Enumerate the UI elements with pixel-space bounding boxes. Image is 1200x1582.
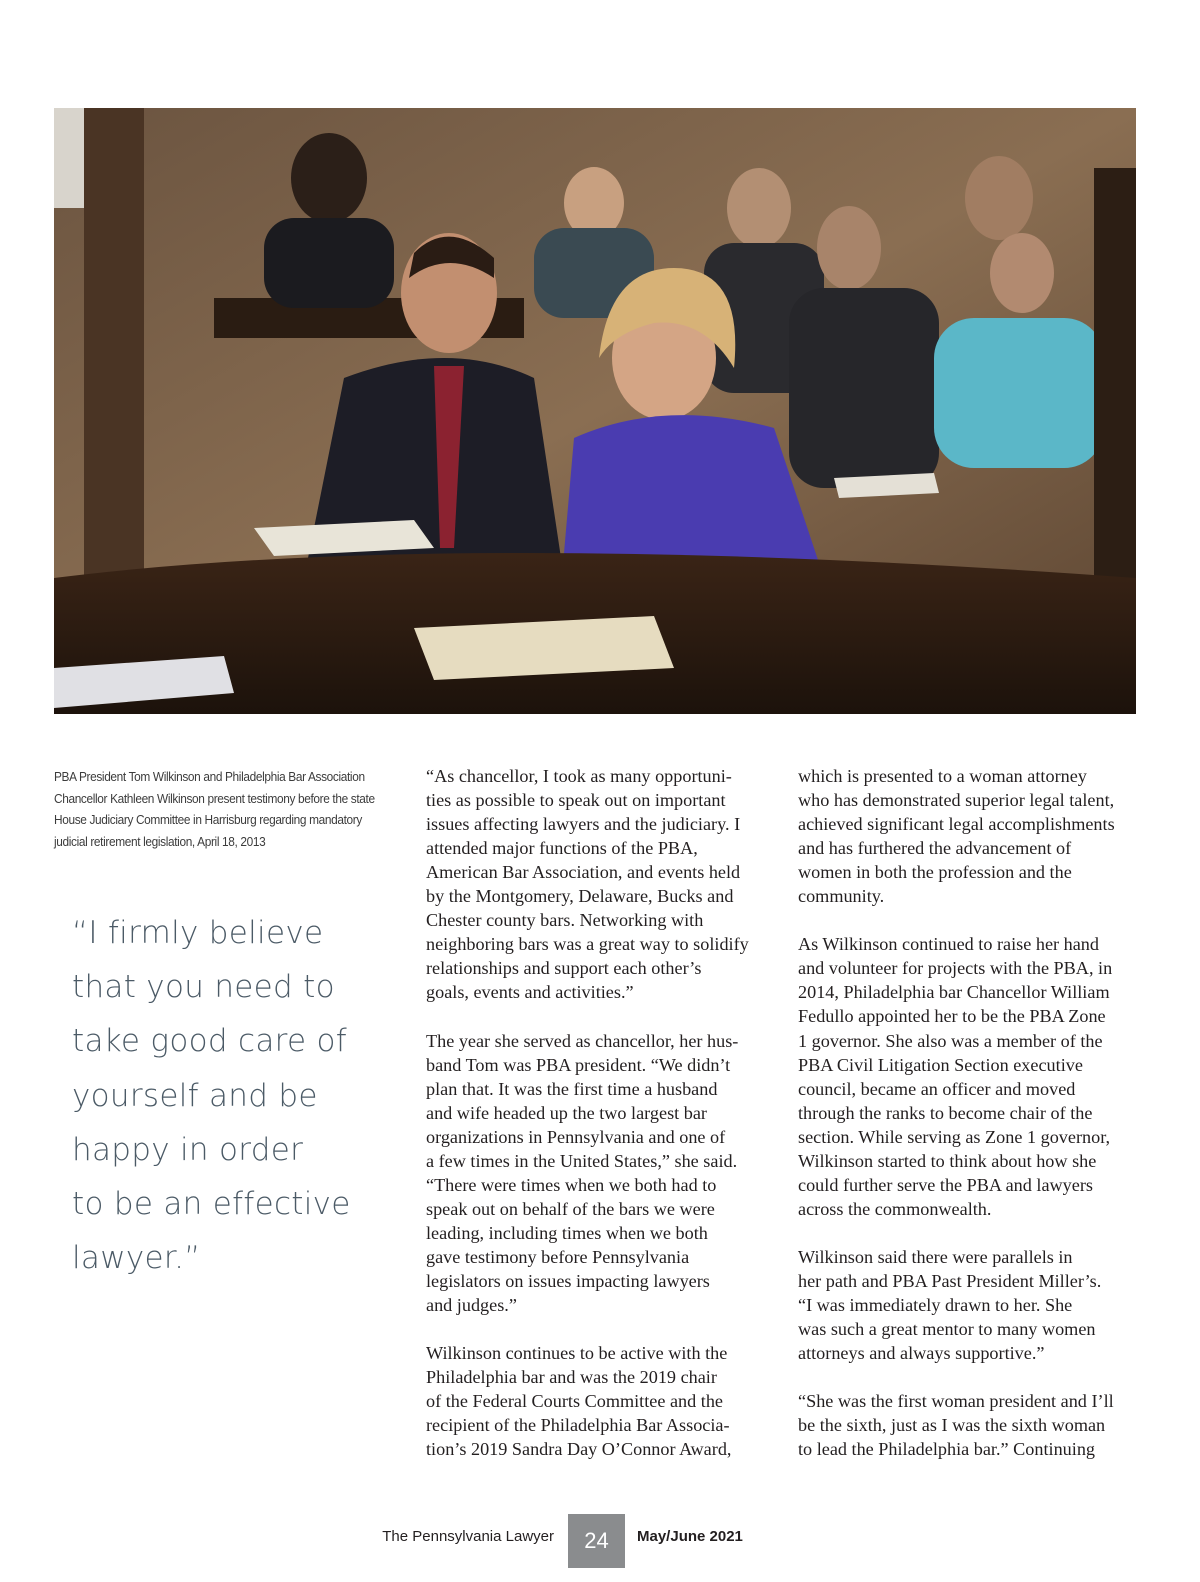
body-text-line: “As chancellor, I took as many opportuni-	[426, 766, 732, 786]
body-text-line: and judges.”	[426, 1295, 517, 1316]
body-text-line: As Wilkinson continued to raise her hand	[798, 934, 1099, 955]
body-text-line: of the Federal Courts Committee and the	[426, 1391, 723, 1412]
body-text-line: Wilkinson continues to be active with the	[426, 1343, 728, 1364]
body-text-line: recipient of the Philadelphia Bar Associa-	[426, 1415, 730, 1436]
body-text-line: legislators on issues impacting lawyers	[426, 1270, 710, 1291]
body-text-line: by the Montgomery, Delaware, Bucks and	[426, 886, 734, 907]
testimony-photo	[54, 108, 1136, 714]
body-text-line: “I was immediately drawn to her. She	[798, 1295, 1073, 1316]
body-text-line: goals, events and activities.”	[426, 982, 634, 1003]
pull-quote-line: “I firmly believe	[72, 915, 324, 951]
pull-quote-line: lawyer.”	[72, 1240, 201, 1277]
body-text-line: Fedullo appointed her to be the PBA Zone	[798, 1006, 1106, 1027]
body-text-line: and volunteer for projects with the PBA, in	[798, 958, 1113, 979]
body-text-line: community.	[798, 886, 885, 907]
body-text-line: Philadelphia bar and was the 2019 chair	[426, 1367, 717, 1388]
caption-line: House Judiciary Committee in Harrisburg regarding mandatory	[54, 812, 362, 827]
body-text-line: be the sixth, just as I was the sixth woman	[798, 1415, 1106, 1436]
body-text-line: was such a great mentor to many women	[798, 1319, 1096, 1340]
body-text-line: speak out on behalf of the bars we were	[426, 1198, 715, 1219]
body-text-line: which is presented to a woman attorney	[798, 766, 1087, 786]
body-text-line: women in both the profession and the	[798, 862, 1072, 883]
body-text-line: neighboring bars was a great way to solidify	[426, 934, 749, 955]
paragraph-break	[798, 1365, 1143, 1389]
body-text-line: and wife headed up the two largest bar	[426, 1102, 707, 1123]
photo-caption	[54, 766, 383, 852]
body-text-line: attorneys and always supportive.”	[798, 1343, 1045, 1364]
body-text-line: tion’s 2019 Sandra Day O’Connor Award,	[426, 1439, 732, 1460]
body-text-line: 2014, Philadelphia bar Chancellor William	[798, 982, 1110, 1003]
pull-quote-line: happy in order	[72, 1131, 304, 1168]
page-number: 24	[584, 1528, 609, 1553]
body-text-line: PBA Civil Litigation Section executive	[798, 1054, 1083, 1075]
body-text-line: issues affecting lawyers and the judiciary. I	[426, 814, 741, 835]
page-footer	[0, 1514, 1200, 1568]
paragraph-break	[426, 1317, 771, 1341]
body-text-line: to lead the Philadelphia bar.” Continuing	[798, 1439, 1096, 1460]
body-text-line: plan that. It was the first time a husband	[426, 1078, 718, 1099]
caption-line: judicial retirement legislation, April 18, 2013	[54, 833, 266, 849]
issue-date: May/June 2021	[637, 1528, 743, 1545]
body-text-line: American Bar Association, and events held	[426, 862, 741, 883]
paragraph-break	[798, 1221, 1143, 1245]
caption-line: Chancellor Kathleen Wilkinson present testimony before the state	[54, 790, 375, 806]
page-number-box	[568, 1514, 625, 1568]
body-text-line: band Tom was PBA president. “We didn’t	[426, 1054, 731, 1075]
body-text-line: through the ranks to become chair of the	[798, 1102, 1093, 1123]
pull-quote-line: take good care of	[72, 1023, 348, 1060]
body-text-line: organizations in Pennsylvania and one of	[426, 1126, 726, 1147]
body-text-line: and has furthered the advancement of	[798, 838, 1072, 859]
body-text-line: across the commonwealth.	[798, 1198, 992, 1219]
body-text-line: who has demonstrated superior legal talent,	[798, 790, 1115, 811]
article-column-right	[798, 764, 1143, 1461]
article-column-middle	[426, 764, 771, 1461]
body-text-line: could further serve the PBA and lawyers	[798, 1174, 1093, 1195]
body-text-line: “She was the first woman president and I’ll	[798, 1391, 1114, 1412]
body-text-line: council, became an officer and moved	[798, 1078, 1076, 1099]
body-text-line: The year she served as chancellor, her hus-	[426, 1030, 739, 1051]
body-text-line: attended major functions of the PBA,	[426, 838, 698, 859]
pull-quote-line: to be an effective	[72, 1186, 351, 1223]
caption-line: PBA President Tom Wilkinson and Philadelphia Bar Association	[54, 769, 365, 784]
body-text-line: 1 governor. She also was a member of the	[798, 1030, 1103, 1051]
body-text-line: Wilkinson started to think about how she	[798, 1150, 1097, 1171]
pull-quote	[72, 906, 392, 1285]
paragraph-break	[798, 908, 1143, 932]
body-text-line: achieved significant legal accomplishments	[798, 814, 1115, 835]
body-text-line: her path and PBA Past President Miller’s.	[798, 1270, 1102, 1291]
body-text-line: Wilkinson said there were parallels in	[798, 1246, 1073, 1267]
body-text-line: ties as possible to speak out on important	[426, 790, 726, 811]
body-text-line: section. While serving as Zone 1 governor,	[798, 1126, 1111, 1147]
body-text-line: leading, including times when we both	[426, 1222, 708, 1243]
body-text-line: Chester county bars. Networking with	[426, 910, 704, 931]
pull-quote-line: that you need to	[72, 969, 335, 1006]
body-text-line: “There were times when we both had to	[426, 1174, 717, 1195]
body-text-line: gave testimony before Pennsylvania	[426, 1246, 690, 1267]
publication-name: The Pennsylvania Lawyer	[382, 1528, 554, 1545]
photo-illustration	[54, 108, 1136, 714]
body-text-line: relationships and support each other’s	[426, 958, 702, 979]
body-text-line: a few times in the United States,” she said.	[426, 1150, 738, 1171]
paragraph-break	[426, 1004, 771, 1028]
pull-quote-line: yourself and be	[72, 1077, 318, 1114]
